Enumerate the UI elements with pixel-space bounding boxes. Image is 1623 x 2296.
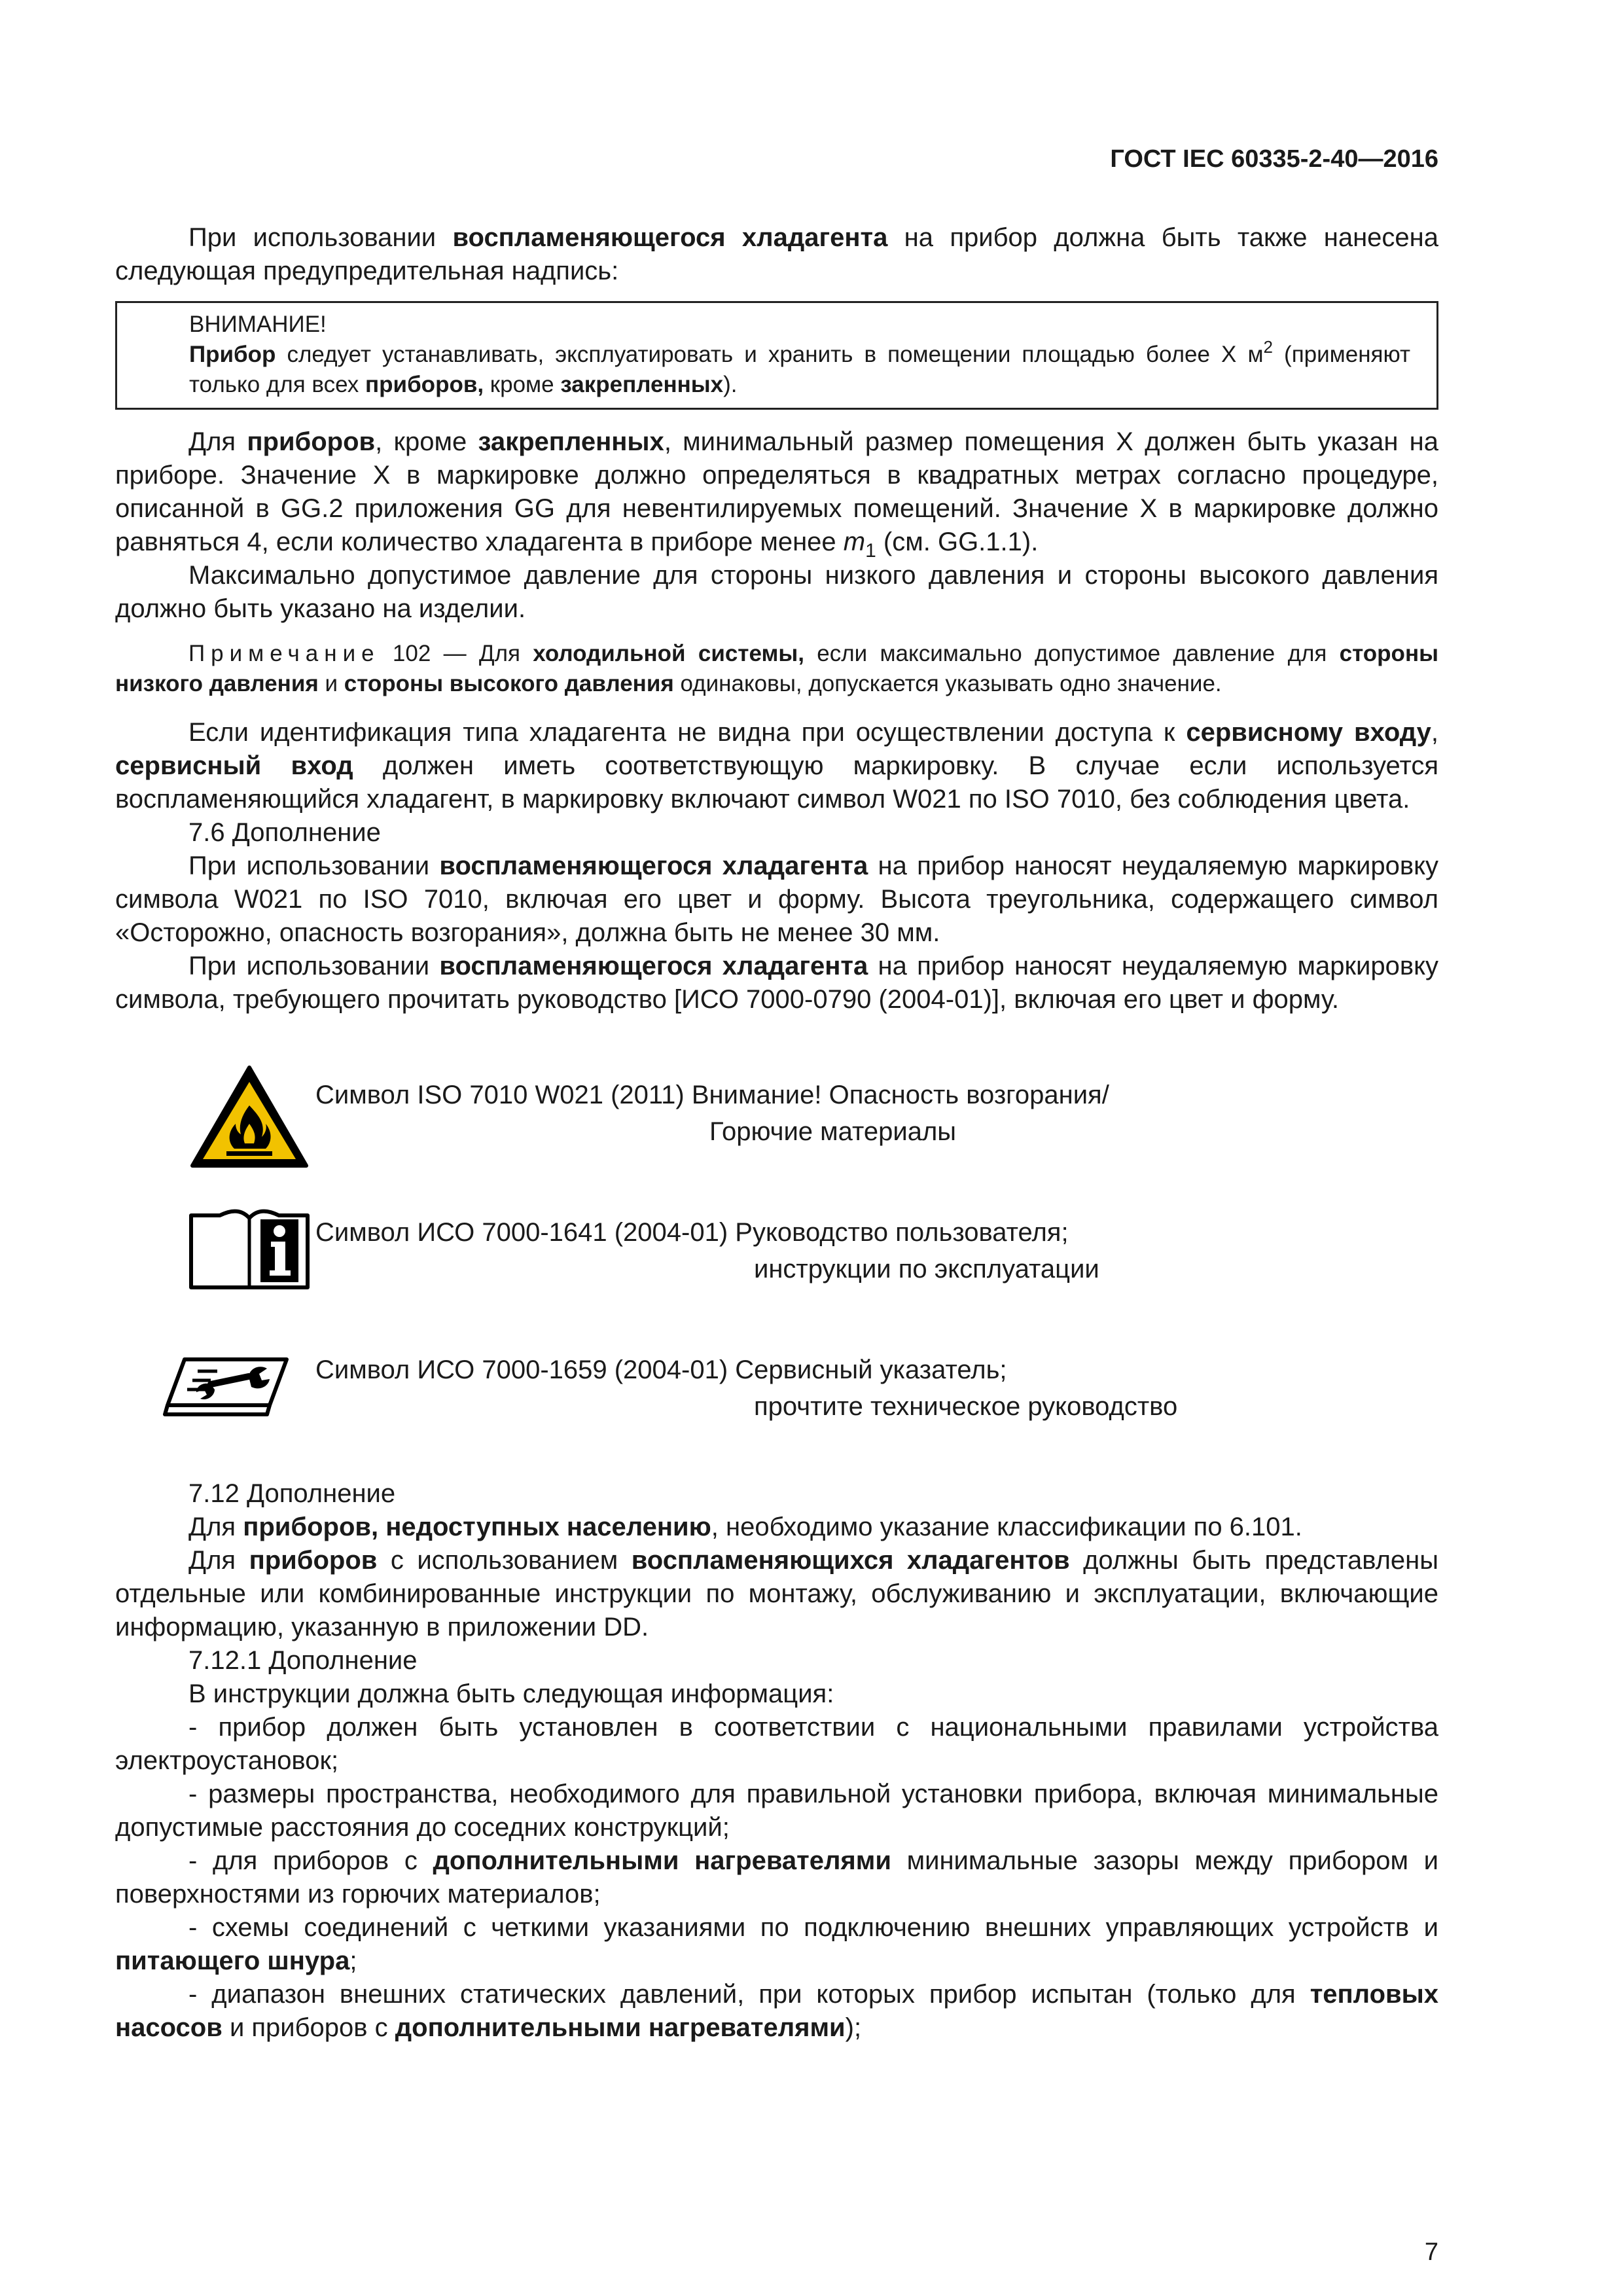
section-7-12-1-heading: 7.12.1 Дополнение <box>188 1646 418 1675</box>
note-102: Примечание 102 — Для холодильной системы, если максимально допустимое давление для стороны низкого давления и стороны высокого давления одинаковы, допускается указывать одно значение. <box>115 641 1438 696</box>
page-number: 7 <box>1424 2238 1438 2266</box>
symbol-caption-operator-manual: Символ ИСО 7000-1641 (2004-01) Руководство пользователя; инструкции по эксплуатации <box>315 1218 1099 1283</box>
paragraph-max-pressure: Максимально допустимое давление для стороны низкого давления и стороны высокого давления должно быть указано на изделии. <box>115 561 1438 623</box>
warning-box <box>115 301 1438 410</box>
section-7-6-heading: 7.6 Дополнение <box>188 818 381 847</box>
list-item: - для приборов с дополнительными нагревателями минимальные зазоры между прибором и поверхностями из горючих материалов; <box>115 1846 1439 1909</box>
document-code-header: ГОСТ IEC 60335-2-40—2016 <box>1110 145 1438 173</box>
symbol-row-service-manual <box>115 1333 1438 1471</box>
service-manual-wrench-book-icon <box>158 1346 289 1418</box>
document-body <box>115 221 1438 2045</box>
paragraph-w021-marking: При использовании воспламеняющегося хладагента на прибор наносят неудаляемую маркировку символа W021 по ISO 7010, включая его цвет и форму. Высота треугольника, содержащего символ «Осторожно, опасность возгорания», должна быть не менее 30 мм. <box>115 852 1439 947</box>
paragraph-manual-marking: При использовании воспламеняющегося хладагента на прибор наносят неудаляемую маркировку символа, требующего прочитать руководство [ИСО 7000-0790 (2004-01)], включая его цвет и форму. <box>115 952 1439 1014</box>
symbol-caption-fire-warning: Символ ISO 7010 W021 (2011) Внимание! Опасность возгорания/ Горючие материалы <box>315 1081 1109 1146</box>
list-item: - схемы соединений с четкими указаниями по подключению внешних управляющих устройств и питающего шнура; <box>115 1913 1438 1975</box>
symbol-row-operator-manual <box>115 1196 1438 1333</box>
symbol-row-fire-warning <box>115 1058 1438 1196</box>
paragraph-room-size: Для приборов, кроме закрепленных, минимальный размер помещения X должен быть указан на приборе. Значение X в маркировке должно определяться в квадратных метрах согласно процедуре, описанной в GG.2 приложения GG для невентилируемых помещений. Значение X в маркировке должно равняться 4, если количество хладагента в приборе менее $m_1$ (см. GG.1.1). <box>115 427 1438 562</box>
paragraph-instructions-dd: Для приборов с использованием воспламеняющихся хладагентов должны быть представлены отдельные или комбинированные инструкции по монтажу, обслуживанию и эксплуатации, включающие информацию, указанную в приложении DD. <box>115 1546 1438 1641</box>
paragraph-service-port: Если идентификация типа хладагента не видна при осуществлении доступа к сервисному входу, сервисный вход должен иметь соответствующую маркировку. В случае если используется воспламеняющийся хладагент, в маркировку включают символ W021 по ISO 7010, без соблюдения цвета. <box>115 718 1438 814</box>
list-item: - размеры пространства, необходимого для правильной установки прибора, включая минимальные допустимые расстояния до соседних конструкций; <box>115 1780 1438 1842</box>
paragraph-instruction-info: В инструкции должна быть следующая информация: <box>188 1679 834 1708</box>
paragraph-flammable-warning-intro: При использовании воспламеняющегося хладагента на прибор должна быть также нанесена следующая предупредительная надпись: <box>115 223 1439 285</box>
symbol-caption-service-manual: Символ ИСО 7000-1659 (2004-01) Сервисный указатель; прочтите техническое руководство <box>315 1355 1178 1421</box>
document-page <box>115 0 1438 2296</box>
section-7-12-heading: 7.12 Дополнение <box>188 1479 396 1508</box>
list-item: - прибор должен быть установлен в соответствии с национальными правилами устройства электроустановок; <box>115 1713 1438 1775</box>
operator-manual-book-icon <box>187 1202 312 1294</box>
warning-title: ВНИМАНИЕ! <box>189 312 327 337</box>
list-item: - диапазон внешних статических давлений, при которых прибор испытан (только для тепловых насосов и приборов с дополнительными нагревателями); <box>115 1980 1438 2042</box>
paragraph-public-access: Для приборов, недоступных населению, необходимо указание классификации по 6.101. <box>188 1513 1302 1541</box>
fire-warning-triangle-icon <box>188 1064 310 1171</box>
warning-text: Прибор следует устанавливать, эксплуатировать и хранить в помещении площадью более X $м^2$ (применяют только для всех приборов, кроме закрепленных). <box>189 337 1411 397</box>
